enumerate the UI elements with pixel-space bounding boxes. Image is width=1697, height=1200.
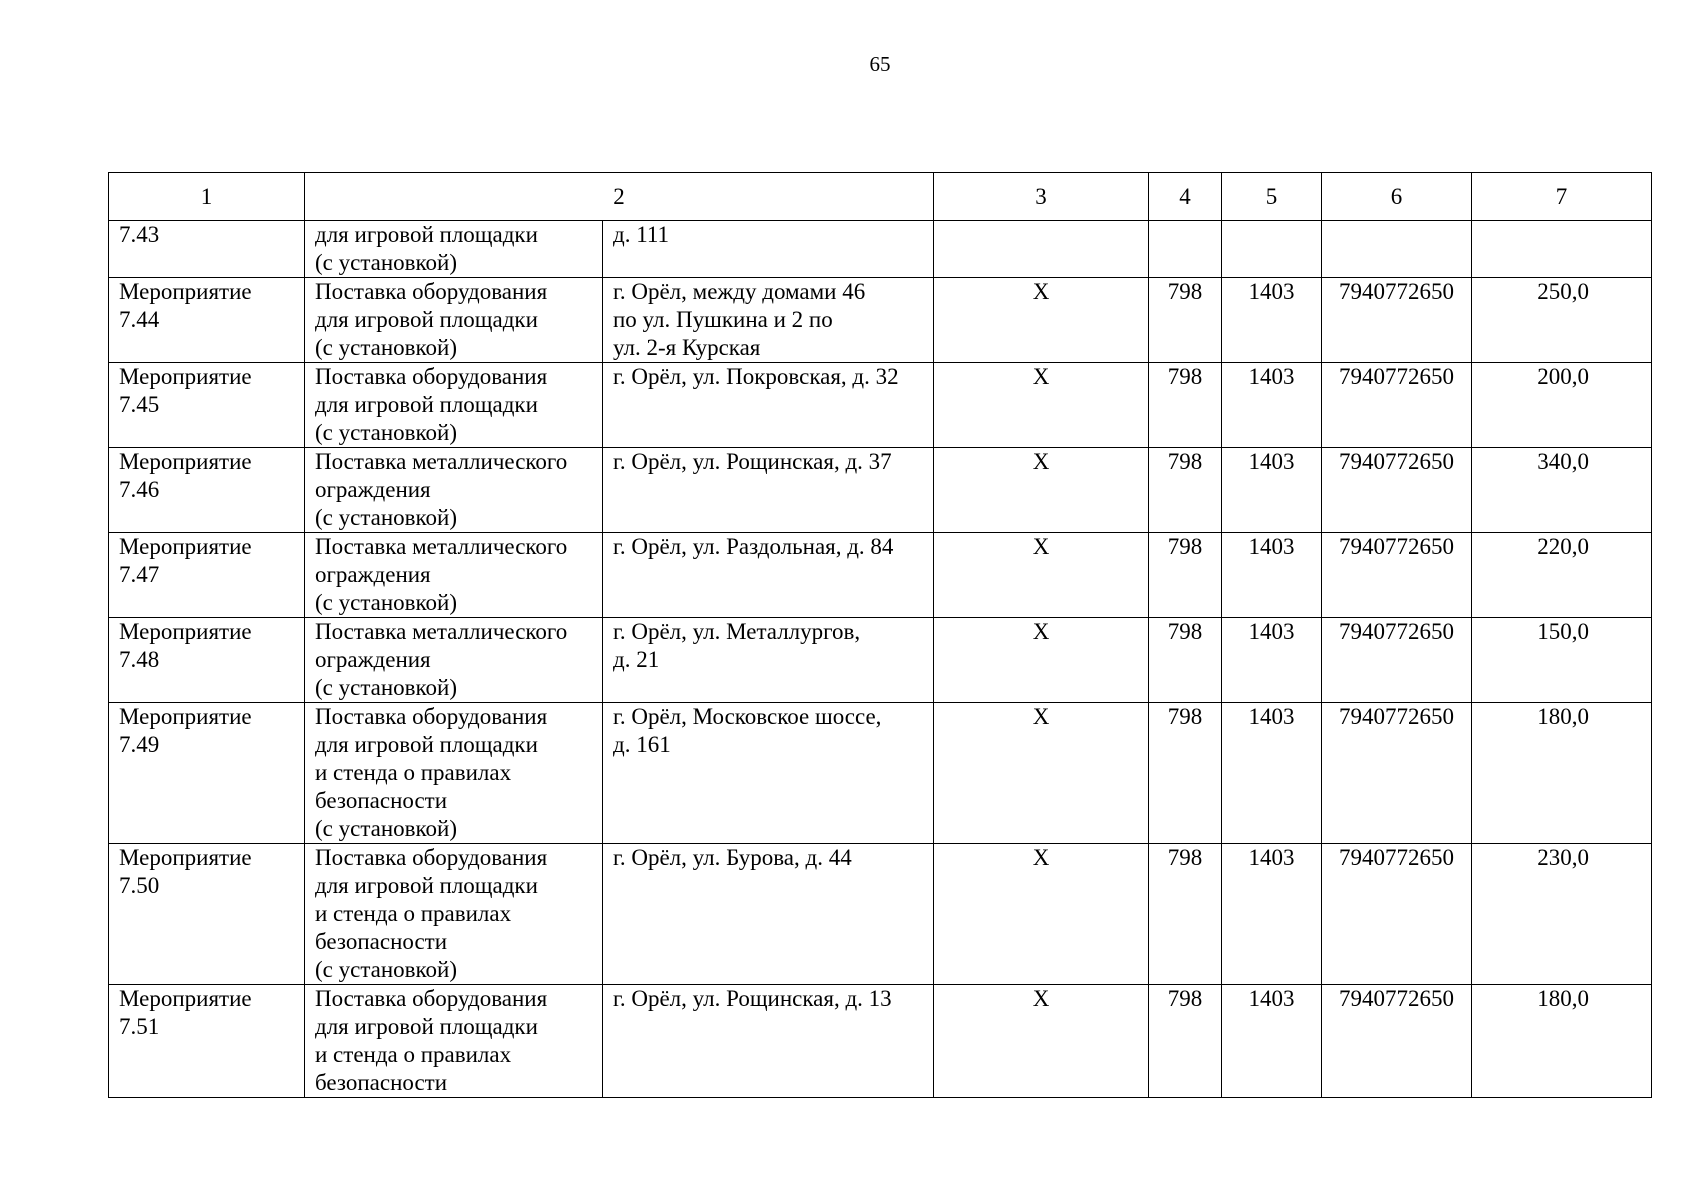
description-cell-line: Поставка металлического: [315, 534, 568, 559]
description-cell-line: безопасности: [315, 1070, 448, 1095]
header-row: [109, 173, 1652, 221]
amount-cell: 220,0: [1472, 533, 1652, 618]
col6-cell: 7940772650: [1322, 844, 1472, 985]
col4-cell: 798: [1149, 448, 1222, 533]
col6-cell: 7940772650: [1322, 448, 1472, 533]
address-cell: [603, 278, 934, 363]
header-cell-7: 7: [1472, 173, 1652, 221]
description-cell-line: ограждения: [315, 477, 431, 502]
col4-cell: 798: [1149, 844, 1222, 985]
header-cell-6: 6: [1322, 173, 1472, 221]
amount-cell: 250,0: [1472, 278, 1652, 363]
description-cell: [305, 363, 603, 448]
table-row: [109, 278, 1652, 363]
description-cell: [305, 985, 603, 1098]
activity-id-cell-line: 7.43: [119, 222, 160, 247]
description-cell: [305, 618, 603, 703]
activity-id-cell-line: 7.49: [119, 732, 160, 757]
address-cell: [603, 363, 934, 448]
col3-cell: Х: [934, 844, 1149, 985]
col4-cell: [1149, 221, 1222, 278]
col5-cell: 1403: [1222, 278, 1322, 363]
address-cell: [603, 703, 934, 844]
description-cell: [305, 448, 603, 533]
header-cell-5: 5: [1222, 173, 1322, 221]
description-cell: [305, 703, 603, 844]
activity-id-cell: [109, 278, 305, 363]
col5-cell: [1222, 221, 1322, 278]
header-cell-2: 2: [305, 173, 934, 221]
col6-cell: [1322, 221, 1472, 278]
activity-id-cell: [109, 448, 305, 533]
activity-id-cell: [109, 221, 305, 278]
col4-cell: 798: [1149, 703, 1222, 844]
col3-cell: Х: [934, 618, 1149, 703]
activity-id-cell: [109, 363, 305, 448]
address-cell: [603, 618, 934, 703]
description-cell-line: и стенда о правилах: [315, 760, 512, 785]
description-cell: [305, 221, 603, 278]
description-cell-line: безопасности: [315, 929, 448, 954]
address-cell: [603, 985, 934, 1098]
col5-cell: 1403: [1222, 363, 1322, 448]
col6-cell: 7940772650: [1322, 703, 1472, 844]
col5-cell: 1403: [1222, 844, 1322, 985]
description-cell-line: (с установкой): [315, 675, 458, 700]
address-cell-line: г. Орёл, ул. Раздольная, д. 84: [613, 534, 894, 559]
description-cell-line: безопасности: [315, 788, 448, 813]
col3-cell: Х: [934, 703, 1149, 844]
description-cell-line: для игровой площадки: [315, 307, 538, 332]
address-cell-line: г. Орёл, ул. Металлургов,: [613, 619, 861, 644]
address-cell-line: по ул. Пушкина и 2 по: [613, 307, 833, 332]
description-cell-line: Поставка оборудования: [315, 845, 548, 870]
description-cell-line: (с установкой): [315, 335, 458, 360]
address-cell-line: г. Орёл, ул. Покровская, д. 32: [613, 364, 899, 389]
col3-cell: Х: [934, 363, 1149, 448]
address-cell-line: д. 21: [613, 647, 660, 672]
table-row: [109, 448, 1652, 533]
col3-cell: Х: [934, 278, 1149, 363]
description-cell-line: и стенда о правилах: [315, 1042, 512, 1067]
table-row: [109, 985, 1652, 1098]
col3-cell: Х: [934, 448, 1149, 533]
col5-cell: 1403: [1222, 448, 1322, 533]
activity-id-cell-line: 7.50: [119, 873, 160, 898]
col4-cell: 798: [1149, 363, 1222, 448]
amount-cell: 180,0: [1472, 985, 1652, 1098]
activity-id-cell-line: 7.48: [119, 647, 160, 672]
col6-cell: 7940772650: [1322, 363, 1472, 448]
header-cell-3: 3: [934, 173, 1149, 221]
address-cell-line: д. 161: [613, 732, 671, 757]
amount-cell: 150,0: [1472, 618, 1652, 703]
activity-id-cell-line: 7.44: [119, 307, 160, 332]
table-row: [109, 533, 1652, 618]
description-cell-line: для игровой площадки: [315, 222, 538, 247]
col4-cell: 798: [1149, 618, 1222, 703]
description-cell-line: Поставка оборудования: [315, 279, 548, 304]
description-cell-line: Поставка оборудования: [315, 986, 548, 1011]
address-cell: [603, 533, 934, 618]
description-cell: [305, 278, 603, 363]
col5-cell: 1403: [1222, 985, 1322, 1098]
description-cell-line: Поставка оборудования: [315, 364, 548, 389]
description-cell-line: (с установкой): [315, 957, 458, 982]
description-cell-line: и стенда о правилах: [315, 901, 512, 926]
col6-cell: 7940772650: [1322, 618, 1472, 703]
activity-id-cell-line: 7.51: [119, 1014, 160, 1039]
description-cell-line: для игровой площадки: [315, 873, 538, 898]
description-cell-line: для игровой площадки: [315, 1014, 538, 1039]
activity-id-cell-line: Мероприятие: [119, 364, 252, 389]
table-row: [109, 618, 1652, 703]
table-row: [109, 844, 1652, 985]
col5-cell: 1403: [1222, 703, 1322, 844]
col6-cell: 7940772650: [1322, 533, 1472, 618]
activity-id-cell: [109, 844, 305, 985]
description-cell-line: (с установкой): [315, 250, 458, 275]
amount-cell: 200,0: [1472, 363, 1652, 448]
address-cell-line: г. Орёл, между домами 46: [613, 279, 866, 304]
activity-id-cell-line: 7.47: [119, 562, 160, 587]
description-cell-line: Поставка металлического: [315, 449, 568, 474]
activity-id-cell-line: Мероприятие: [119, 279, 252, 304]
activity-id-cell: [109, 533, 305, 618]
activity-id-cell-line: Мероприятие: [119, 704, 252, 729]
description-cell-line: Поставка оборудования: [315, 704, 548, 729]
header-cell-1: 1: [109, 173, 305, 221]
address-cell-line: ул. 2-я Курская: [613, 335, 761, 360]
activity-id-cell-line: Мероприятие: [119, 534, 252, 559]
col4-cell: 798: [1149, 533, 1222, 618]
description-cell: [305, 533, 603, 618]
activity-id-cell-line: Мероприятие: [119, 845, 252, 870]
address-cell-line: г. Орёл, ул. Рощинская, д. 37: [613, 449, 892, 474]
table-row: [109, 703, 1652, 844]
description-cell-line: для игровой площадки: [315, 392, 538, 417]
amount-cell: 180,0: [1472, 703, 1652, 844]
amount-cell: [1472, 221, 1652, 278]
header-cell-4: 4: [1149, 173, 1222, 221]
address-cell: [603, 221, 934, 278]
activity-id-cell: [109, 703, 305, 844]
description-cell-line: (с установкой): [315, 590, 458, 615]
activity-id-cell-line: Мероприятие: [119, 619, 252, 644]
amount-cell: 340,0: [1472, 448, 1652, 533]
activity-id-cell-line: 7.46: [119, 477, 160, 502]
table-body: [109, 173, 1652, 1098]
page-number: 65: [869, 52, 891, 76]
description-cell-line: ограждения: [315, 647, 431, 672]
description-cell-line: (с установкой): [315, 816, 458, 841]
col3-cell: Х: [934, 985, 1149, 1098]
table-row: [109, 363, 1652, 448]
col6-cell: 7940772650: [1322, 278, 1472, 363]
activity-id-cell: [109, 618, 305, 703]
col5-cell: 1403: [1222, 533, 1322, 618]
address-cell-line: д. 111: [613, 222, 669, 247]
activity-id-cell-line: Мероприятие: [119, 986, 252, 1011]
address-cell-line: г. Орёл, ул. Бурова, д. 44: [613, 845, 852, 870]
address-cell: [603, 844, 934, 985]
budget-table: [108, 172, 1652, 1098]
description-cell-line: (с установкой): [315, 505, 458, 530]
activity-id-cell: [109, 985, 305, 1098]
col4-cell: 798: [1149, 985, 1222, 1098]
col3-cell: Х: [934, 533, 1149, 618]
address-cell-line: г. Орёл, ул. Рощинская, д. 13: [613, 986, 892, 1011]
description-cell-line: для игровой площадки: [315, 732, 538, 757]
activity-id-cell-line: Мероприятие: [119, 449, 252, 474]
activity-id-cell-line: 7.45: [119, 392, 160, 417]
col6-cell: 7940772650: [1322, 985, 1472, 1098]
description-cell: [305, 844, 603, 985]
description-cell-line: (с установкой): [315, 420, 458, 445]
amount-cell: 230,0: [1472, 844, 1652, 985]
col3-cell: [934, 221, 1149, 278]
col5-cell: 1403: [1222, 618, 1322, 703]
address-cell-line: г. Орёл, Московское шоссе,: [613, 704, 882, 729]
address-cell: [603, 448, 934, 533]
description-cell-line: ограждения: [315, 562, 431, 587]
col4-cell: 798: [1149, 278, 1222, 363]
table-row: [109, 221, 1652, 278]
description-cell-line: Поставка металлического: [315, 619, 568, 644]
